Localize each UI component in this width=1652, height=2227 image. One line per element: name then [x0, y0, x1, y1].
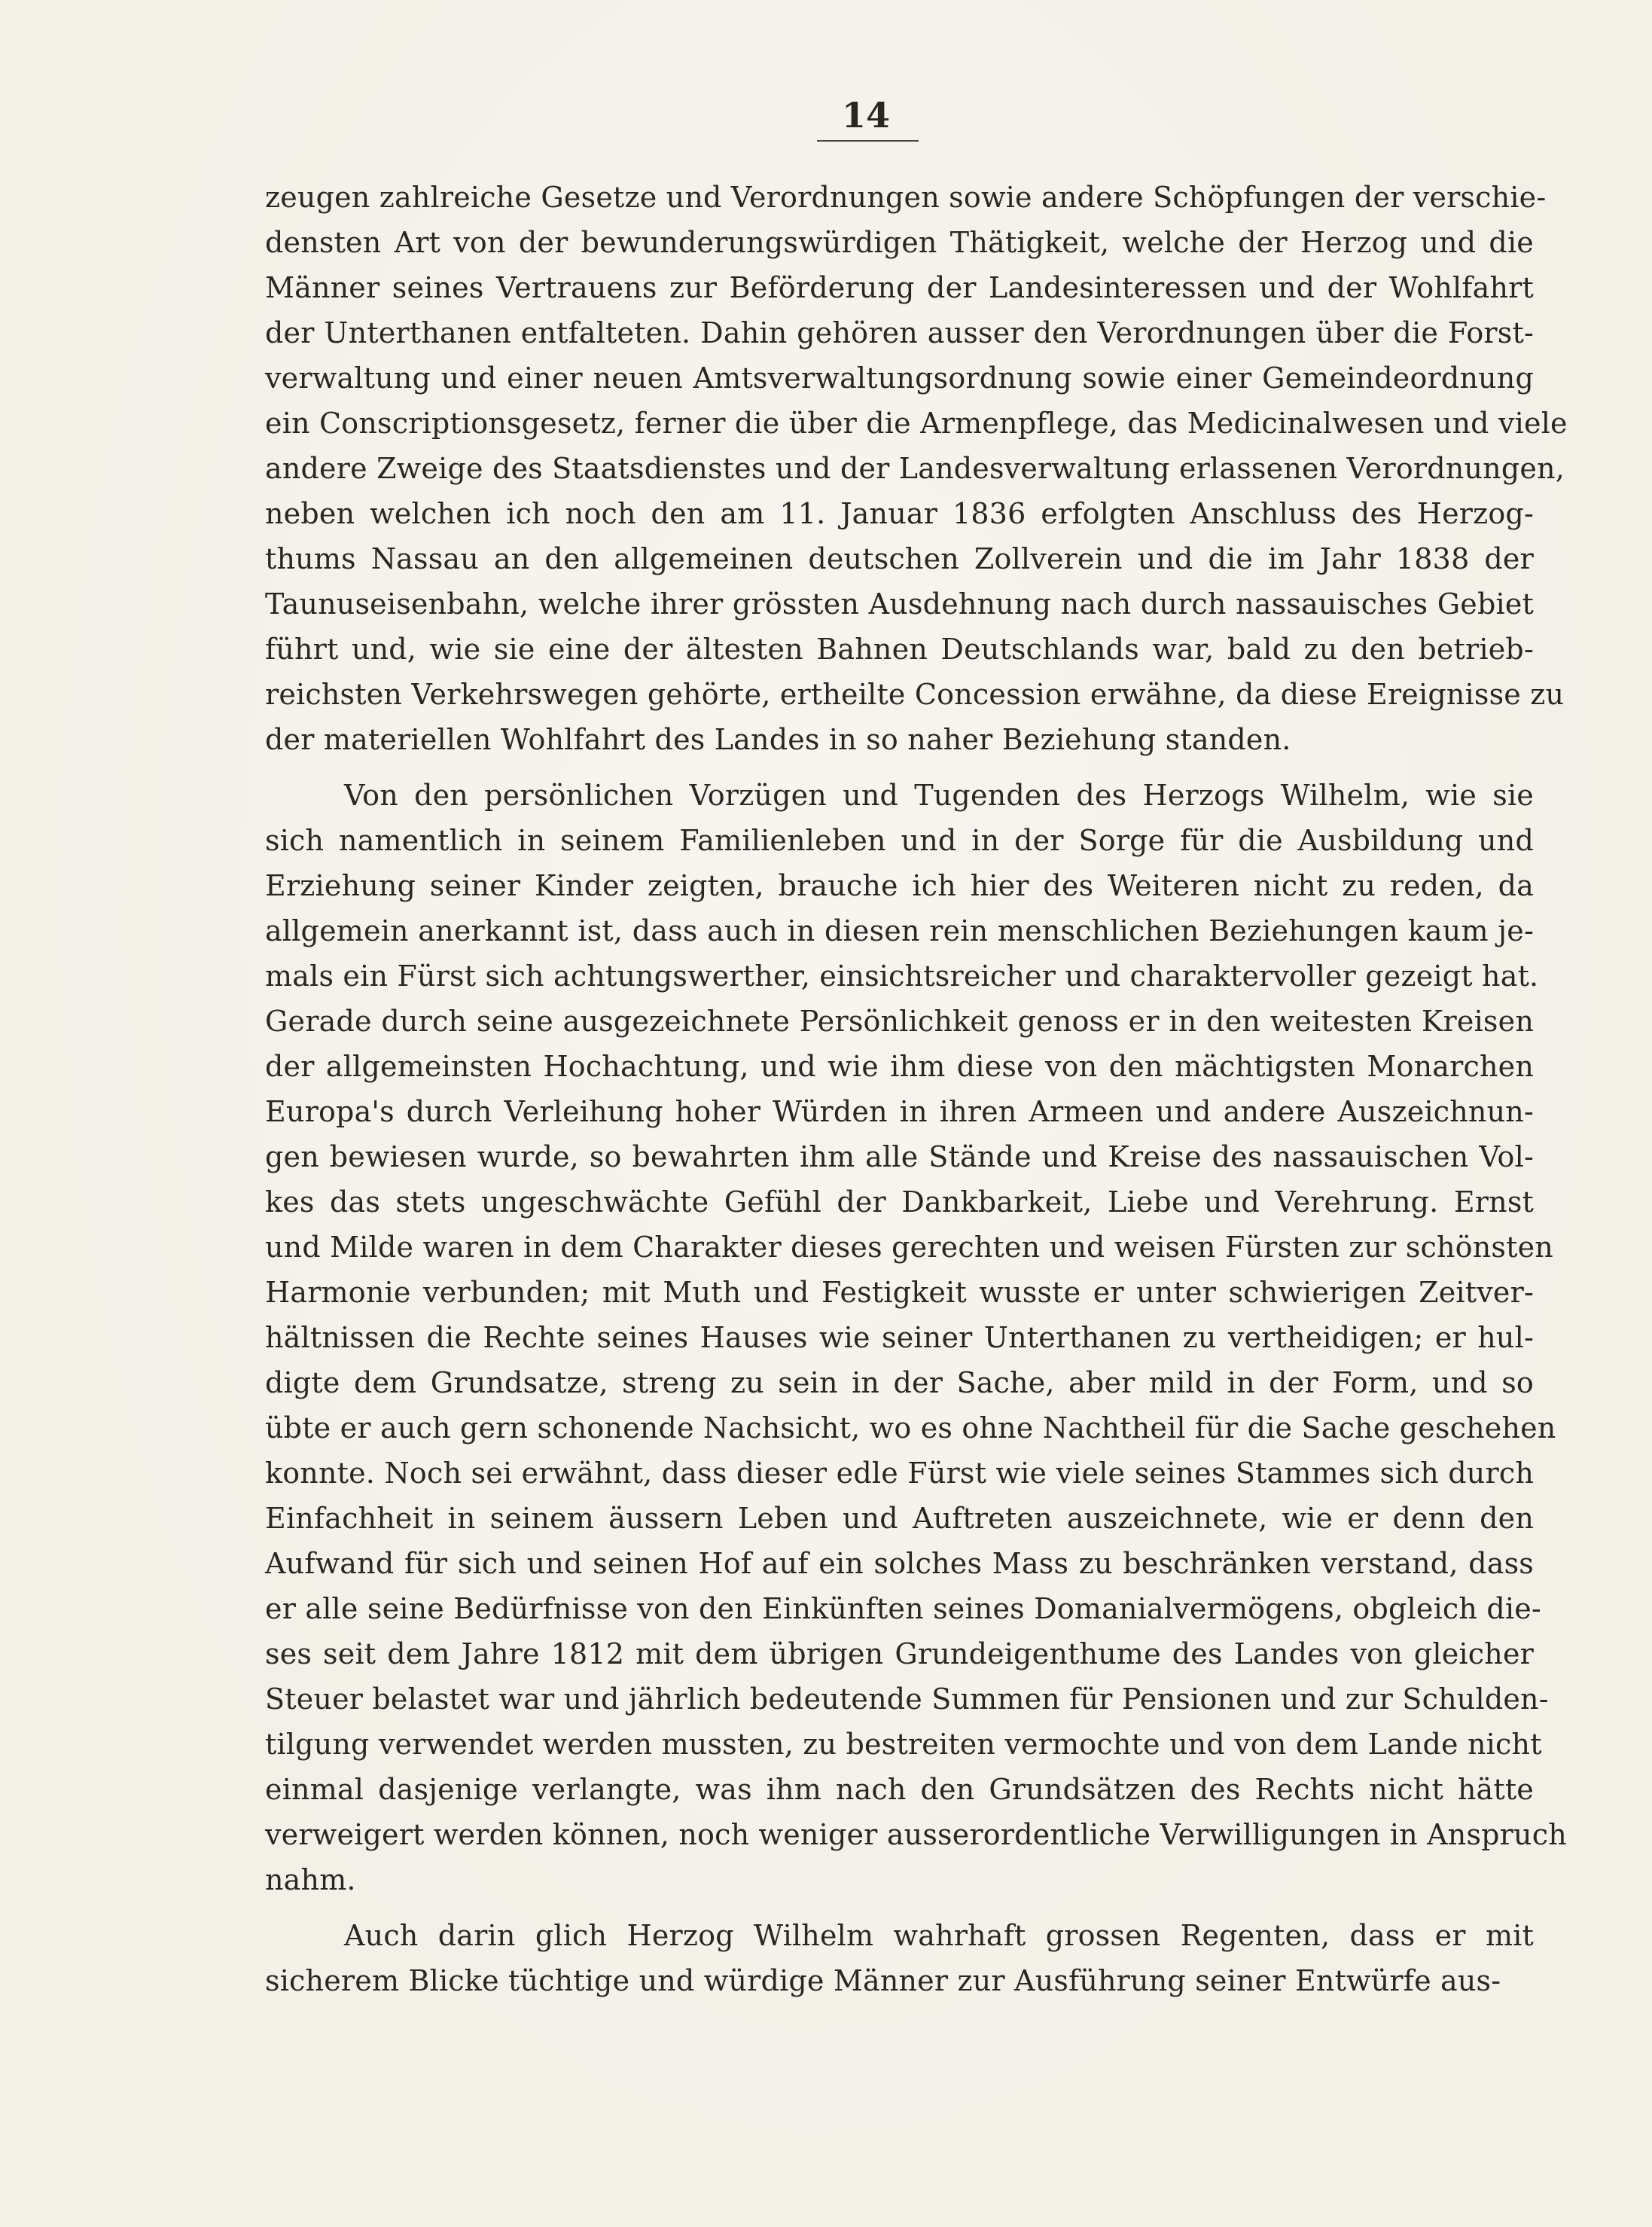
text-line: ses seit dem Jahre 1812 mit dem übrigen Grundeigenthume des Landes von gleicher	[265, 1637, 1534, 1670]
paragraph	[265, 1913, 1534, 2003]
text-line: Auch darin glich Herzog Wilhelm wahrhaft grossen Regenten, dass er mit	[344, 1919, 1534, 1952]
text-line: Aufwand für sich und seinen Hof auf ein solches Mass zu beschränken verstand, dass	[265, 1547, 1534, 1580]
text-line: und Milde waren in dem Charakter dieses gerechten und weisen Fürsten zur schönsten	[265, 1231, 1553, 1264]
text-line: gen bewiesen wurde, so bewahrten ihm alle Stände und Kreise des nassauischen Vol-	[265, 1140, 1534, 1173]
text-line: reichsten Verkehrswegen gehörte, ertheilte Concession erwähne, da diese Ereignisse zu	[265, 678, 1565, 711]
text-line: Von den persönlichen Vorzügen und Tugenden des Herzogs Wilhelm, wie sie	[344, 779, 1534, 812]
text-line: mals ein Fürst sich achtungswerther, einsichtsreicher und charaktervoller gezeigt hat.	[265, 959, 1539, 993]
paragraph-gap	[265, 762, 1534, 773]
text-line: zeugen zahlreiche Gesetze und Verordnungen sowie andere Schöpfungen der verschie-	[265, 181, 1547, 214]
text-line: verwaltung und einer neuen Amtsverwaltungsordnung sowie einer Gemeindeordnung	[265, 362, 1534, 395]
text-line: Taunuseisenbahn, welche ihrer grössten Ausdehnung nach durch nassauisches Gebiet	[265, 587, 1534, 621]
text-line: thums Nassau an den allgemeinen deutschen Zollverein und die im Jahr 1838 der	[265, 542, 1534, 575]
text-line: führt und, wie sie eine der ältesten Bahnen Deutschlands war, bald zu den betrieb-	[265, 633, 1534, 666]
text-line: sich namentlich in seinem Familienleben und in der Sorge für die Ausbildung und	[265, 824, 1534, 857]
text-line: densten Art von der bewunderungswürdigen Thätigkeit, welche der Herzog und die	[265, 226, 1534, 259]
text-line: der allgemeinsten Hochachtung, und wie ihm diese von den mächtigsten Monarchen	[265, 1050, 1534, 1083]
text-line: einmal dasjenige verlangte, was ihm nach den Grundsätzen des Rechts nicht hätte	[265, 1773, 1534, 1806]
text-line: der materiellen Wohlfahrt des Landes in so naher Beziehung standen.	[265, 723, 1291, 756]
body-text	[265, 175, 1568, 2003]
text-line: ein Conscriptionsgesetz, ferner die über die Armenpflege, das Medicinalwesen und viele	[265, 407, 1568, 440]
text-line: kes das stets ungeschwächte Gefühl der Dankbarkeit, Liebe und Verehrung. Ernst	[265, 1185, 1534, 1219]
text-line: allgemein anerkannt ist, dass auch in diesen rein menschlichen Beziehungen kaum je-	[265, 914, 1534, 947]
text-line: konnte. Noch sei erwähnt, dass dieser edle Fürst wie viele seines Stammes sich durch	[265, 1457, 1534, 1490]
text-line: Europa's durch Verleihung hoher Würden in ihren Armeen und andere Auszeichnun-	[265, 1095, 1534, 1128]
text-line: tilgung verwendet werden mussten, zu bestreiten vermochte und von dem Lande nicht	[265, 1728, 1542, 1761]
text-line: Gerade durch seine ausgezeichnete Persönlichkeit genoss er in den weitesten Kreisen	[265, 1005, 1534, 1038]
text-line: der Unterthanen entfalteten. Dahin gehören ausser den Verordnungen über die Forst-	[265, 316, 1534, 349]
text-line: Einfachheit in seinem äussern Leben und Auftreten auszeichnete, wie er denn den	[265, 1502, 1534, 1535]
text-line: Steuer belastet war und jährlich bedeutende Summen für Pensionen und zur Schulden-	[265, 1682, 1549, 1716]
text-line: sicherem Blicke tüchtige und würdige Männer zur Ausführung seiner Entwürfe aus-	[265, 1964, 1501, 1997]
paragraph-gap	[265, 1902, 1534, 1913]
paragraph	[265, 175, 1568, 762]
text-line: Männer seines Vertrauens zur Beförderung der Landesinteressen und der Wohlfahrt	[265, 271, 1534, 304]
text-line: nahm.	[265, 1863, 356, 1896]
text-line: neben welchen ich noch den am 11. Januar 1836 erfolgten Anschluss des Herzog-	[265, 497, 1534, 530]
page-number-rule	[817, 140, 919, 142]
paragraph	[265, 773, 1567, 1902]
text-line: verweigert werden können, noch weniger ausserordentliche Verwilligungen in Anspruch	[265, 1818, 1567, 1851]
text-line: digte dem Grundsatze, streng zu sein in der Sache, aber mild in der Form, und so	[265, 1366, 1534, 1399]
text-line: hältnissen die Rechte seines Hauses wie seiner Unterthanen zu vertheidigen; er hul-	[265, 1321, 1534, 1354]
text-line: übte er auch gern schonende Nachsicht, wo es ohne Nachtheil für die Sache geschehen	[265, 1411, 1556, 1444]
text-line: er alle seine Bedürfnisse von den Einkünften seines Domanialvermögens, obgleich die-	[265, 1592, 1541, 1625]
page-number: 14	[841, 95, 890, 136]
text-line: Erziehung seiner Kinder zeigten, brauche ich hier des Weiteren nicht zu reden, da	[265, 869, 1534, 902]
text-line: andere Zweige des Staatsdienstes und der Landesverwaltung erlassenen Verordnungen,	[265, 452, 1565, 485]
text-line: Harmonie verbunden; mit Muth und Festigkeit wusste er unter schwierigen Zeitver-	[265, 1276, 1534, 1309]
